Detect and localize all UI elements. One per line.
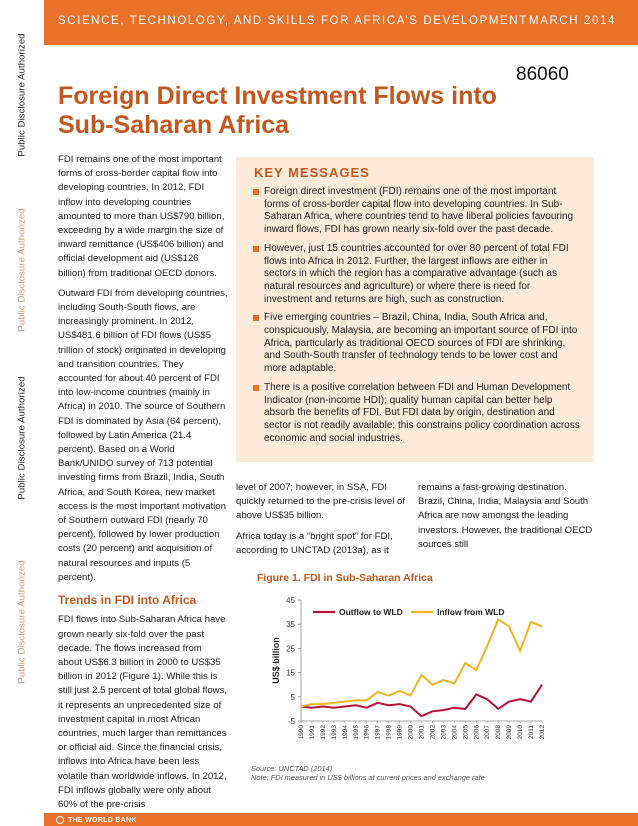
paragraph: FDI flows into Sub-Saharan Africa have grown nearly six-fold over the past decade. The flows increased from about US$6.3 billion in 2000 to US$35 billion in 2012 (Figure 1). While this is still just 2.5 percent of total global flows, it represents an unprecedented size of investment capital in most African countries, much larger than remittances or official aid. Since the financial crisis, inflows into Africa have been less volatile than worldwide inflows. In 2012, FDI inflows globally were only about 60% of the pre-crisis bbox=[58, 614, 228, 810]
disclosure-strip bbox=[0, 0, 44, 826]
right-column bbox=[418, 481, 594, 552]
key-messages-heading: KEY MESSAGES bbox=[254, 165, 370, 180]
key-message-text: Five emerging countries – Brazil, China, India, South Africa and, conspicuously, Malaysia, are becoming an important source of FDI into Africa, particularly as traditional OECD sources of FDI are shrinking, and South-South transfer of technology tends to be lower cost and more adaptable. bbox=[264, 312, 578, 375]
key-message-item bbox=[254, 312, 580, 376]
y-tick-label: 45 bbox=[286, 596, 295, 605]
series-line-inflow bbox=[301, 619, 542, 706]
y-axis-label: US$ billion bbox=[271, 637, 281, 684]
x-tick-label: 2004 bbox=[451, 725, 459, 740]
y-tick-label: -5 bbox=[287, 717, 295, 726]
paragraph: Africa today is a “bright spot” for FDI, according to UNCTAD (2013a), as it bbox=[236, 530, 393, 556]
key-message-item bbox=[254, 186, 580, 237]
globe-icon bbox=[56, 816, 64, 824]
paragraph: remains a fast-growing destination. Brazil, China, India, Malaysia and South Africa are now amongst the leading investors. However, the traditional OECD sources still bbox=[418, 482, 593, 550]
x-tick-label: 2007 bbox=[484, 725, 492, 740]
bullet-square-icon bbox=[253, 189, 259, 195]
key-messages-box bbox=[236, 157, 594, 462]
x-tick-label: 2003 bbox=[440, 725, 448, 740]
x-tick-label: 1994 bbox=[341, 725, 349, 740]
x-tick-label: 1998 bbox=[385, 725, 393, 740]
legend-label: Inflow from WLD bbox=[437, 607, 505, 617]
bullet-square-icon bbox=[253, 385, 259, 391]
y-tick-label: 5 bbox=[290, 692, 295, 702]
paragraph: Outward FDI from developing countries, including South-South flows, are increasingly prominent. In 2012, US$481.6 billion of FDI flows (US$5 trillion of stock) originated in developing and transition countries. They accounted for about 40 percent of FDI into low-income countries (mainly in Africa) in 2010. The source of Southern FDI is dominated by Asia (64 percent), followed by Latin America (21.4 percent). Based on a World Bank/UNIDO survey of 713 potential investing firms from Brazil, India, South Africa, and South Korea, new market access is the most important motivation of Southern outward FDI (nearly 70 percent), followed by lower production costs (20 percent) and acquisition of natural resources and inputs (5 percent). bbox=[58, 287, 228, 583]
bullet-square-icon bbox=[253, 246, 259, 252]
x-tick-label: 2005 bbox=[462, 725, 470, 740]
paragraph: level of 2007; however, in SSA, FDI quickly returned to the pre-crisis level of above US$35 billion. bbox=[236, 482, 406, 522]
series-line-outflow bbox=[301, 685, 542, 717]
y-tick-label: 25 bbox=[286, 644, 295, 654]
paragraph: FDI remains one of the most important forms of cross-border capital flow into developing countries. In 2012, FDI inflow into developing countries amounted to more than US$790 billion, exceeding by a wide margin the size of inward remittance (US$406 billion) and official development aid (US$126 billion) from traditional OECD donors. bbox=[58, 154, 225, 279]
disclosure-label: Public Disclosure Authorized bbox=[16, 33, 28, 157]
x-tick-label: 2006 bbox=[473, 725, 481, 740]
key-message-item bbox=[254, 382, 580, 446]
x-tick-label: 1991 bbox=[308, 725, 316, 740]
figure-1 bbox=[247, 568, 597, 808]
x-tick-label: 1996 bbox=[363, 725, 371, 740]
fdi-line-chart bbox=[247, 588, 597, 763]
x-tick-label: 1995 bbox=[352, 725, 360, 740]
x-tick-label: 2011 bbox=[528, 725, 536, 739]
x-tick-label: 2012 bbox=[539, 725, 546, 740]
x-tick-label: 1999 bbox=[396, 725, 404, 740]
org-name: THE WORLD BANK bbox=[68, 816, 137, 824]
legend-label: Outflow to WLD bbox=[339, 607, 403, 617]
x-tick-label: 1993 bbox=[330, 725, 338, 740]
section-heading: Trends in FDI into Africa bbox=[58, 593, 197, 608]
y-tick-label: 35 bbox=[286, 620, 295, 630]
figure-source bbox=[251, 764, 485, 782]
note-line: Note: FDI measured in US$ billions at current prices and exchange rate bbox=[251, 773, 485, 782]
page-title: Foreign Direct Investment Flows into Sub-Saharan Africa bbox=[58, 82, 497, 139]
x-tick-label: 2000 bbox=[407, 725, 415, 740]
document-number: 86060 bbox=[516, 64, 569, 85]
x-tick-label: 2001 bbox=[418, 725, 426, 740]
middle-column bbox=[236, 481, 408, 564]
disclosure-label: Public Disclosure Authorized bbox=[16, 208, 28, 332]
source-line: Source: UNCTAD (2014) bbox=[251, 764, 333, 773]
x-tick-label: 2009 bbox=[506, 725, 514, 740]
key-message-text: However, just 15 countries accounted for over 80 percent of total FDI flows into Africa in 2012. Further, the largest inflows are either in sectors in which the region has a comparative advantage (such as natural resources and agriculture) or where there is need for investment and returns are high, such as construction. bbox=[264, 242, 569, 305]
disclosure-label: Public Disclosure Authorized bbox=[16, 560, 28, 684]
bullet-square-icon bbox=[253, 315, 259, 321]
x-tick-label: 1992 bbox=[319, 725, 327, 740]
x-tick-label: 1997 bbox=[374, 725, 382, 740]
issue-date: MARCH 2014 bbox=[529, 15, 616, 27]
key-message-text: There is a positive correlation between FDI and Human Development Indicator (non-income HDI); quality human capital can better help absorb the benefits of FDI. But FDI data by origin, destination and sector is not readily available; this constrains policy coordination across economic and social industries. bbox=[264, 381, 580, 444]
key-message-text: Foreign direct investment (FDI) remains one of the most important forms of cross-border capital flow into developing countries. In Sub-Saharan Africa, where countries tend to have liberal policies favouring inward flows, FDI has grown nearly six-fold over the past decade. bbox=[264, 186, 574, 236]
world-bank-logo bbox=[56, 816, 137, 824]
key-message-item bbox=[254, 243, 580, 307]
figure-title: Figure 1. FDI in Sub-Saharan Africa bbox=[257, 572, 433, 584]
left-column bbox=[58, 153, 228, 818]
x-tick-label: 1990 bbox=[298, 725, 305, 740]
disclosure-label: Public Disclosure Authorized bbox=[16, 376, 28, 500]
x-tick-label: 2010 bbox=[517, 725, 525, 740]
y-tick-label: 15 bbox=[286, 668, 295, 678]
x-tick-label: 2008 bbox=[495, 725, 503, 740]
series-title: SCIENCE, TECHNOLOGY, AND SKILLS FOR AFRICA’S DEVELOPMENT bbox=[58, 15, 528, 27]
x-tick-label: 2002 bbox=[429, 725, 437, 740]
header-band bbox=[44, 0, 638, 45]
